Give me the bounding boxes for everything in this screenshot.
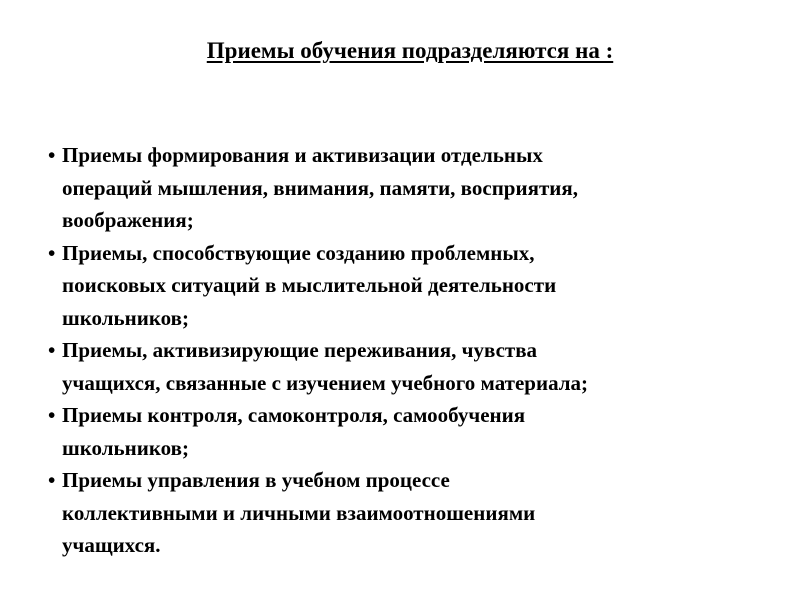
bullet-line: школьников;: [62, 305, 189, 330]
bullet-line: операций мышления, внимания, памяти, восприятия,: [62, 175, 578, 200]
bullet-item-3: [48, 334, 788, 399]
bullet-line: поисковых ситуаций в мыслительной деятельности: [62, 273, 557, 297]
bullet-line: воображения;: [62, 208, 194, 232]
slide-title: Приемы обучения подразделяются на :: [206, 38, 614, 63]
bullet-list: [48, 139, 788, 562]
bullet-marker: •: [48, 468, 56, 492]
bullet-line: Приемы управления в учебном процессе: [62, 468, 450, 492]
bullet-line: Приемы, способствующие созданию проблемных,: [62, 240, 535, 265]
bullet-line: учащихся, связанные с изучением учебного материала;: [62, 370, 589, 395]
bullet-line: Приемы контроля, самоконтроля, самообучения: [62, 403, 526, 427]
bullet-item-4: [48, 399, 788, 464]
bullet-marker: •: [48, 403, 56, 427]
bullet-marker: •: [48, 143, 56, 167]
bullet-item-5: [48, 464, 788, 562]
bullet-line: школьников;: [62, 435, 189, 460]
bullet-line: коллективными и личными взаимоотношениями: [62, 500, 536, 525]
bullet-item-1: [48, 139, 788, 237]
bullet-marker: •: [48, 338, 56, 362]
bullet-item-2: [48, 237, 788, 335]
bullet-line: учащихся.: [62, 533, 161, 557]
bullet-line: Приемы, активизирующие переживания, чувства: [62, 338, 538, 362]
bullet-line: Приемы формирования и активизации отдельных: [62, 143, 543, 167]
bullet-marker: •: [48, 240, 56, 265]
